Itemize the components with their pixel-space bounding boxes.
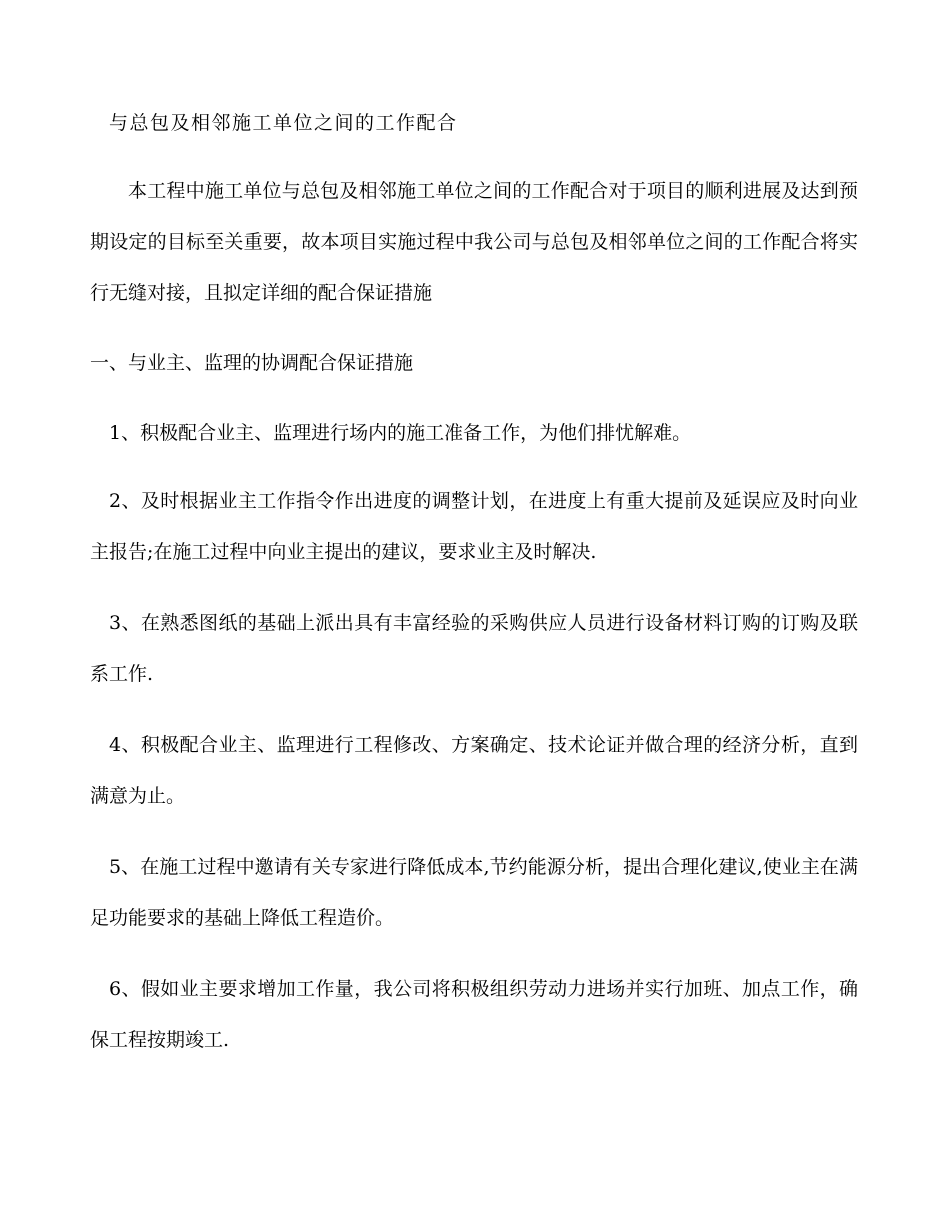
list-item: 6、假如业主要求增加工作量，我公司将积极组织劳动力进场并实行加班、加点工作，确保工程按期竣工. bbox=[90, 978, 858, 1051]
document-title: 与总包及相邻施工单位之间的工作配合 bbox=[109, 112, 458, 134]
list-item: 4、积极配合业主、监理进行工程修改、方案确定、技术论证并做合理的经济分析，直到满意为止。 bbox=[90, 734, 858, 807]
list-item: 2、及时根据业主工作指令作出进度的调整计划，在进度上有重大提前及延误应及时向业主报告;在施工过程中向业主提出的建议，要求业主及时解决. bbox=[90, 490, 858, 563]
list-item: 5、在施工过程中邀请有关专家进行降低成本,节约能源分析，提出合理化建议,使业主在满足功能要求的基础上降低工程造价。 bbox=[90, 856, 858, 929]
list-item: 3、在熟悉图纸的基础上派出具有丰富经验的采购供应人员进行设备材料订购的订购及联系工作. bbox=[90, 612, 858, 685]
intro-paragraph: 本工程中施工单位与总包及相邻施工单位之间的工作配合对于项目的顺利进展及达到预期设定的目标至关重要，故本项目实施过程中我公司与总包及相邻单位之间的工作配合将实行无缝对接，且拟定详细的配合保证措施 bbox=[90, 180, 858, 304]
section-heading: 一、与业主、监理的协调配合保证措施 bbox=[90, 352, 414, 374]
list-item: 1、积极配合业主、监理进行场内的施工准备工作，为他们排忧解难。 bbox=[109, 422, 692, 444]
